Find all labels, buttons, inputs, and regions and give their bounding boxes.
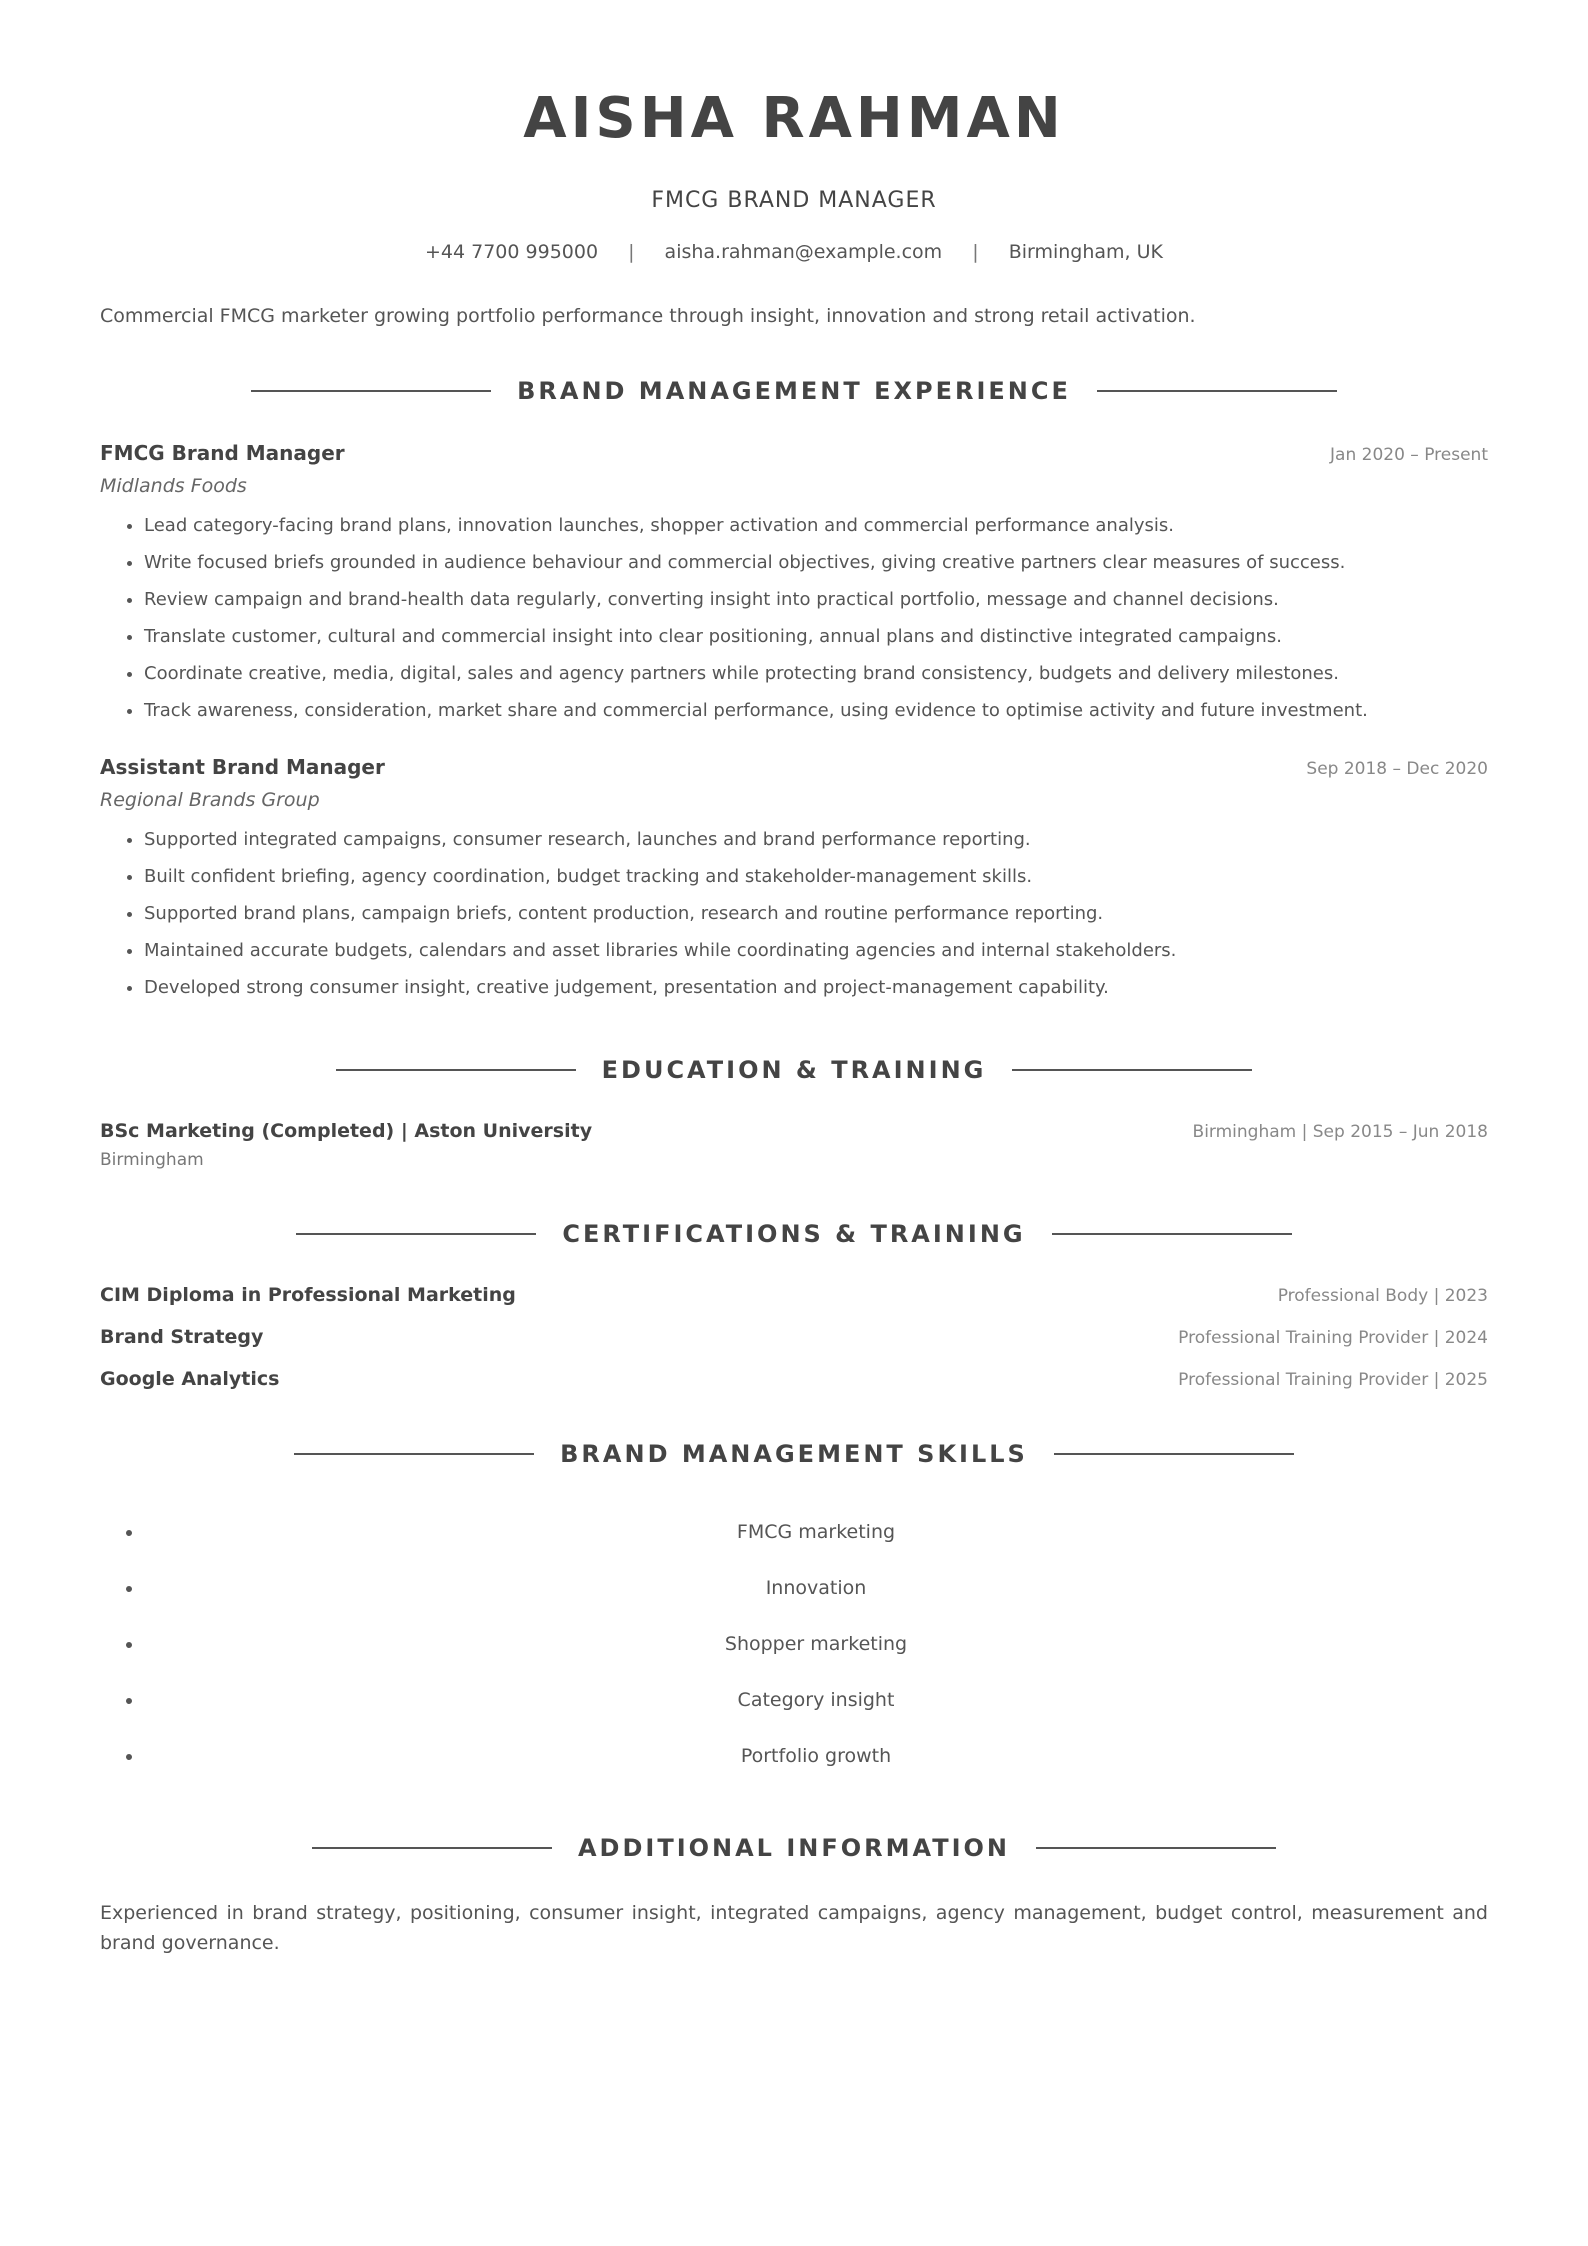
education-meta: Birmingham | Sep 2015 – Jun 2018 <box>1192 1122 1488 1142</box>
divider <box>336 1069 576 1071</box>
list-item: • Coordinate creative, media, digital, sales and agency partners while protecting brand consistency, budgets and delivery milestones. <box>144 655 1488 692</box>
list-item: • Maintained accurate budgets, calendars and asset libraries while coordinating agencies and internal stakeholders. <box>144 932 1488 969</box>
divider <box>296 1233 536 1235</box>
job-entry <box>100 755 1488 1006</box>
certification-entry <box>100 1326 1488 1348</box>
skill-item: • FMCG marketing <box>144 1504 1488 1560</box>
company-name: Regional Brands Group <box>100 789 320 811</box>
contact-separator: | <box>628 241 635 263</box>
additional-information: Experienced in brand strategy, positioning, consumer insight, integrated campaigns, agency management, budget control, measurement and brand governance. <box>100 1902 1488 1954</box>
divider <box>1054 1453 1294 1455</box>
contact-separator: | <box>972 241 979 263</box>
certification-meta: Professional Body | 2023 <box>1277 1286 1488 1306</box>
certifications-section-header <box>100 1220 1488 1248</box>
email-address: aisha.rahman@example.com <box>664 241 943 263</box>
experience-section-header <box>100 377 1488 405</box>
certification-meta: Professional Training Provider | 2025 <box>1178 1370 1488 1390</box>
skills-list <box>100 1504 1488 1784</box>
job-bullets <box>100 507 1488 729</box>
additional-section-header <box>100 1834 1488 1862</box>
certification-name: CIM Diploma in Professional Marketing <box>100 1284 516 1306</box>
list-item: • Supported integrated campaigns, consumer research, launches and brand performance reporting. <box>144 821 1488 858</box>
company-name: Midlands Foods <box>100 475 247 497</box>
divider <box>1036 1847 1276 1849</box>
certification-entry <box>100 1284 1488 1306</box>
profile-summary: Commercial FMCG marketer growing portfolio performance through insight, innovation and strong retail activation. <box>100 305 1196 327</box>
skill-item: • Category insight <box>144 1672 1488 1728</box>
divider <box>294 1453 534 1455</box>
certification-entry <box>100 1368 1488 1390</box>
section-title: BRAND MANAGEMENT SKILLS <box>560 1440 1028 1468</box>
skill-item: • Portfolio growth <box>144 1728 1488 1784</box>
section-title: BRAND MANAGEMENT EXPERIENCE <box>517 377 1071 405</box>
skills-section-header <box>100 1440 1488 1468</box>
contact-line <box>100 241 1488 263</box>
divider <box>1097 390 1337 392</box>
divider <box>312 1847 552 1849</box>
divider <box>1052 1233 1292 1235</box>
job-role: FMCG BRAND MANAGER <box>651 188 937 213</box>
section-title: ADDITIONAL INFORMATION <box>577 1834 1011 1862</box>
list-item: • Translate customer, cultural and commercial insight into clear positioning, annual plans and distinctive integrated campaigns. <box>144 618 1488 655</box>
list-item: • Built confident briefing, agency coordination, budget tracking and stakeholder-management skills. <box>144 858 1488 895</box>
list-item: • Review campaign and brand-health data regularly, converting insight into practical portfolio, message and channel decisions. <box>144 581 1488 618</box>
job-title: Assistant Brand Manager <box>100 755 385 779</box>
location: Birmingham, UK <box>1008 241 1164 263</box>
list-item: • Supported brand plans, campaign briefs, content production, research and routine performance reporting. <box>144 895 1488 932</box>
section-title: CERTIFICATIONS & TRAINING <box>562 1220 1026 1248</box>
job-bullets <box>100 821 1488 1006</box>
list-item: • Developed strong consumer insight, creative judgement, presentation and project-management capability. <box>144 969 1488 1006</box>
skill-item: • Shopper marketing <box>144 1616 1488 1672</box>
degree-title: BSc Marketing (Completed) | Aston University <box>100 1120 593 1142</box>
skill-item: • Innovation <box>144 1560 1488 1616</box>
list-item: • Write focused briefs grounded in audience behaviour and commercial objectives, giving creative partners clear measures of success. <box>144 544 1488 581</box>
education-entry <box>100 1120 1488 1170</box>
list-item: • Lead category-facing brand plans, innovation launches, shopper activation and commercial performance analysis. <box>144 507 1488 544</box>
phone-number: +44 7700 995000 <box>424 241 599 263</box>
certifications-list <box>100 1284 1488 1390</box>
job-title: FMCG Brand Manager <box>100 441 345 465</box>
education-city: Birmingham <box>100 1150 204 1170</box>
certification-name: Brand Strategy <box>100 1326 264 1348</box>
certification-meta: Professional Training Provider | 2024 <box>1178 1328 1488 1348</box>
divider <box>251 390 491 392</box>
candidate-name: AISHA RAHMAN <box>523 86 1065 151</box>
divider <box>1012 1069 1252 1071</box>
section-title: EDUCATION & TRAINING <box>601 1056 987 1084</box>
education-section-header <box>100 1056 1488 1084</box>
list-item: • Track awareness, consideration, market share and commercial performance, using evidence to optimise activity and future investment. <box>144 692 1488 729</box>
job-dates: Sep 2018 – Dec 2020 <box>1306 759 1488 779</box>
job-dates: Jan 2020 – Present <box>1330 445 1488 465</box>
certification-name: Google Analytics <box>100 1368 280 1390</box>
job-entry <box>100 441 1488 729</box>
